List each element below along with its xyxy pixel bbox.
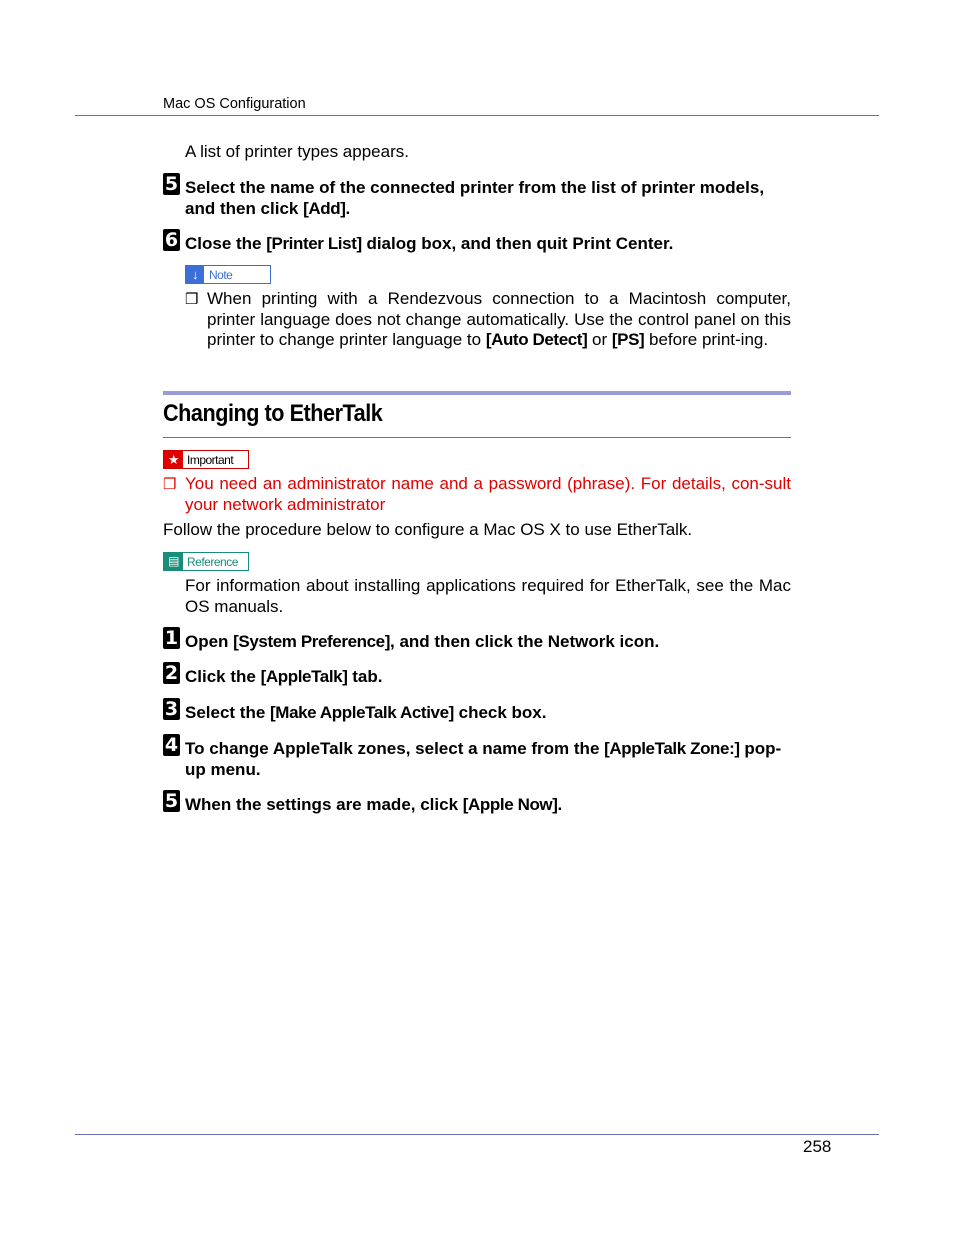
ui-label: [AppleTalk Zone:] [604, 739, 740, 758]
step-number: 5 [164, 790, 179, 812]
important-label: ★ Important [163, 450, 249, 469]
ui-label: [System Preference] [233, 632, 390, 651]
note-text: When printing with a Rendezvous connection to a Macintosh computer, printer language does not change automatically. Use the control panel on this printer to change printer language to [Auto Detect] or [PS] before print-ing. [207, 289, 791, 349]
step-number: 1 [164, 627, 179, 649]
running-header: Mac OS Configuration [163, 96, 306, 112]
ui-label: [Printer List] [266, 234, 362, 253]
ui-label: [Make AppleTalk Active] [270, 703, 454, 722]
page-number: 258 [803, 1137, 832, 1156]
important-text: You need an administrator name and a password (phrase). For details, con-sult your network administrator [185, 474, 791, 514]
star-icon: ★ [164, 451, 183, 468]
step-number: 4 [164, 734, 179, 756]
step-text: When the settings are made, click [Apple Now]. [185, 795, 563, 814]
reference-text: For information about installing applications required for EtherTalk, see the Mac OS manuals. [185, 576, 791, 616]
step-text: Select the [Make AppleTalk Active] check box. [185, 703, 547, 722]
step-text: Click the [AppleTalk] tab. [185, 667, 383, 686]
follow-text: Follow the procedure below to configure a Mac OS X to use EtherTalk. [163, 520, 693, 539]
ui-label: [AppleTalk] [260, 667, 348, 686]
down-arrow-icon: ↓ [186, 266, 204, 283]
section-title: Changing to EtherTalk [163, 400, 383, 427]
intro-text: A list of printer types appears. [185, 142, 409, 161]
ui-label: [Apple Now] [462, 795, 558, 814]
ui-label: [Add] [303, 199, 346, 218]
step-number: 5 [164, 173, 179, 195]
reference-label: ▤ Reference [163, 552, 249, 571]
step-text: Select the name of the connected printer from the list of printer models, and then click [Add]. [185, 178, 765, 218]
step-number: 2 [164, 662, 179, 684]
note-label: ↓ Note [185, 265, 271, 284]
step-text: To change AppleTalk zones, select a name from the [AppleTalk Zone:] pop-up menu. [185, 739, 782, 779]
section-underline [163, 437, 791, 438]
checkbox-bullet: ❒ [185, 291, 199, 308]
step-text: Open [System Preference], and then click the Network icon. [185, 632, 660, 651]
document-icon: ▤ [164, 553, 183, 570]
step-number: 6 [164, 229, 179, 251]
step-text: Close the [Printer List] dialog box, and then quit Print Center. [185, 234, 674, 253]
section-top-bar [163, 391, 791, 395]
footer-rule [75, 1134, 879, 1135]
checkbox-bullet: ❒ [163, 476, 177, 493]
step-number: 3 [164, 698, 179, 720]
header-rule [75, 115, 879, 116]
